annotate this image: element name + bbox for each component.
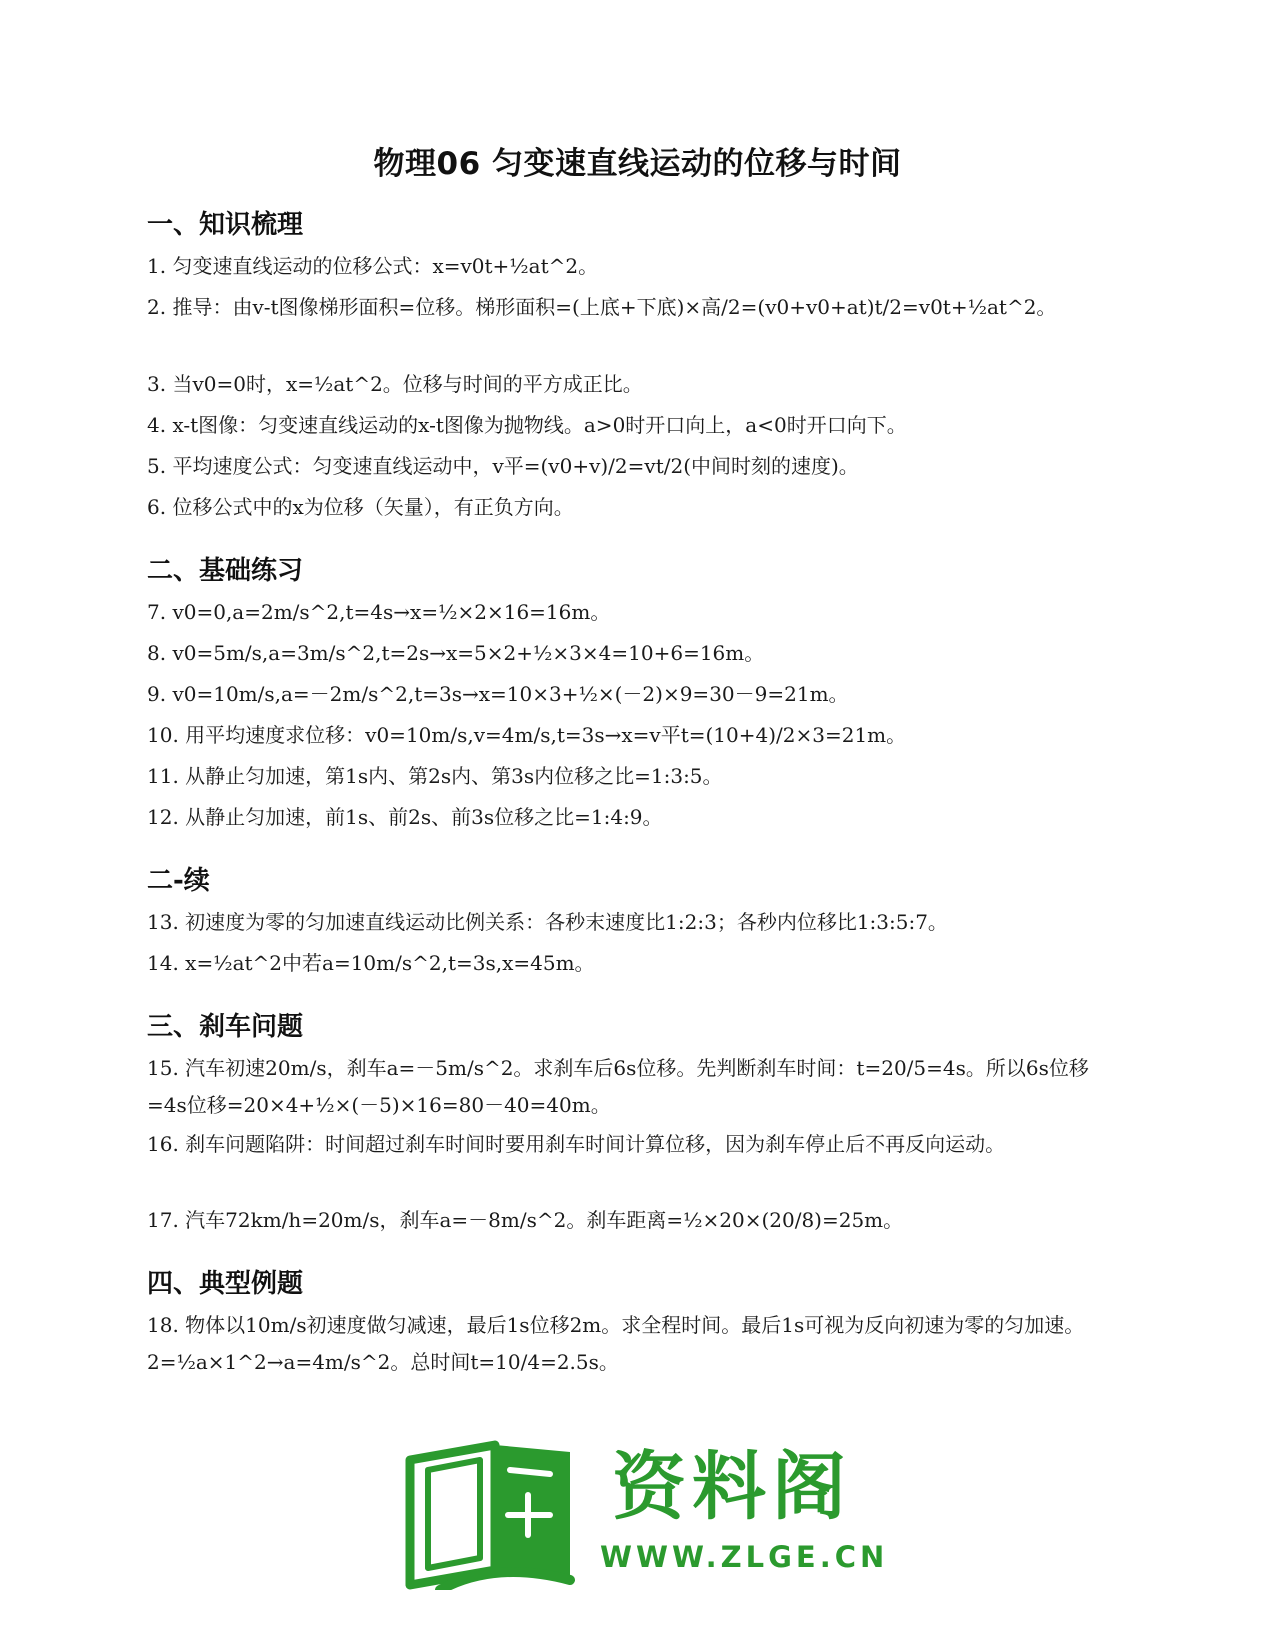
list-item: 1. 匀变速直线运动的位移公式：x=v0t+½at^2。 [147, 254, 599, 278]
list-item: 7. v0=0,a=2m/s^2,t=4s→x=½×2×16=16m。 [147, 600, 611, 624]
list-item: 14. x=½at^2中若a=10m/s^2,t=3s,x=45m。 [147, 951, 595, 975]
list-item: 5. 平均速度公式：匀变速直线运动中，v平=(v0+v)/2=vt/2(中间时刻的速度)。 [147, 454, 859, 478]
section-heading-knowledge: 一、知识梳理 [147, 210, 304, 240]
section-heading-continued: 二-续 [147, 866, 210, 896]
list-item: 17. 汽车72km/h=20m/s，刹车a=－8m/s^2。刹车距离=½×20×(20/8)=25m。 [147, 1208, 904, 1232]
page-title: 物理06 匀变速直线运动的位移与时间 [373, 146, 902, 182]
list-item: 15. 汽车初速20m/s，刹车a=－5m/s^2。求刹车后6s位移。先判断刹车时间：t=20/5=4s。所以6s位移=4s位移=20×4+½×(－5)×16=80－40=40m。 [147, 1056, 1089, 1117]
list-item: 10. 用平均速度求位移：v0=10m/s,v=4m/s,t=3s→x=v平t=(10+4)/2×3=21m。 [147, 723, 907, 747]
list-item: 12. 从静止匀加速，前1s、前2s、前3s位移之比=1:4:9。 [147, 805, 663, 829]
list-item: 11. 从静止匀加速，第1s内、第2s内、第3s内位移之比=1:3:5。 [147, 764, 723, 788]
list-item: 13. 初速度为零的匀加速直线运动比例关系：各秒末速度比1:2:3；各秒内位移比1:3:5:7。 [147, 910, 948, 934]
logo-name: 资料阁 [612, 1444, 852, 1530]
list-item: 16. 刹车问题陷阱：时间超过刹车时间时要用刹车时间计算位移，因为刹车停止后不再反向运动。 [147, 1132, 1006, 1156]
list-item: 6. 位移公式中的x为位移（矢量），有正负方向。 [147, 495, 574, 519]
logo-url: WWW.ZLGE.CN [600, 1540, 889, 1574]
list-item: 4. x-t图像：匀变速直线运动的x-t图像为抛物线。a>0时开口向上，a<0时开口向下。 [147, 413, 907, 437]
list-item: 18. 物体以10m/s初速度做匀减速，最后1s位移2m。求全程时间。最后1s可视为反向初速为零的匀加速。2=½a×1^2→a=4m/s^2。总时间t=10/4=2.5s。 [147, 1313, 1085, 1374]
section-heading-examples: 四、典型例题 [147, 1269, 304, 1299]
list-item: 2. 推导：由v-t图像梯形面积=位移。梯形面积=(上底+下底)×高/2=(v0+v0+at)t/2=v0t+½at^2。 [147, 295, 1057, 319]
section-heading-basic-practice: 二、基础练习 [147, 556, 304, 586]
list-item: 3. 当v0=0时，x=½at^2。位移与时间的平方成正比。 [147, 372, 643, 396]
list-item: 8. v0=5m/s,a=3m/s^2,t=2s→x=5×2+½×3×4=10+6=16m。 [147, 641, 765, 665]
list-item: 9. v0=10m/s,a=－2m/s^2,t=3s→x=10×3+½×(－2)×9=30－9=21m。 [147, 682, 849, 706]
section-heading-braking: 三、刹车问题 [147, 1012, 304, 1042]
